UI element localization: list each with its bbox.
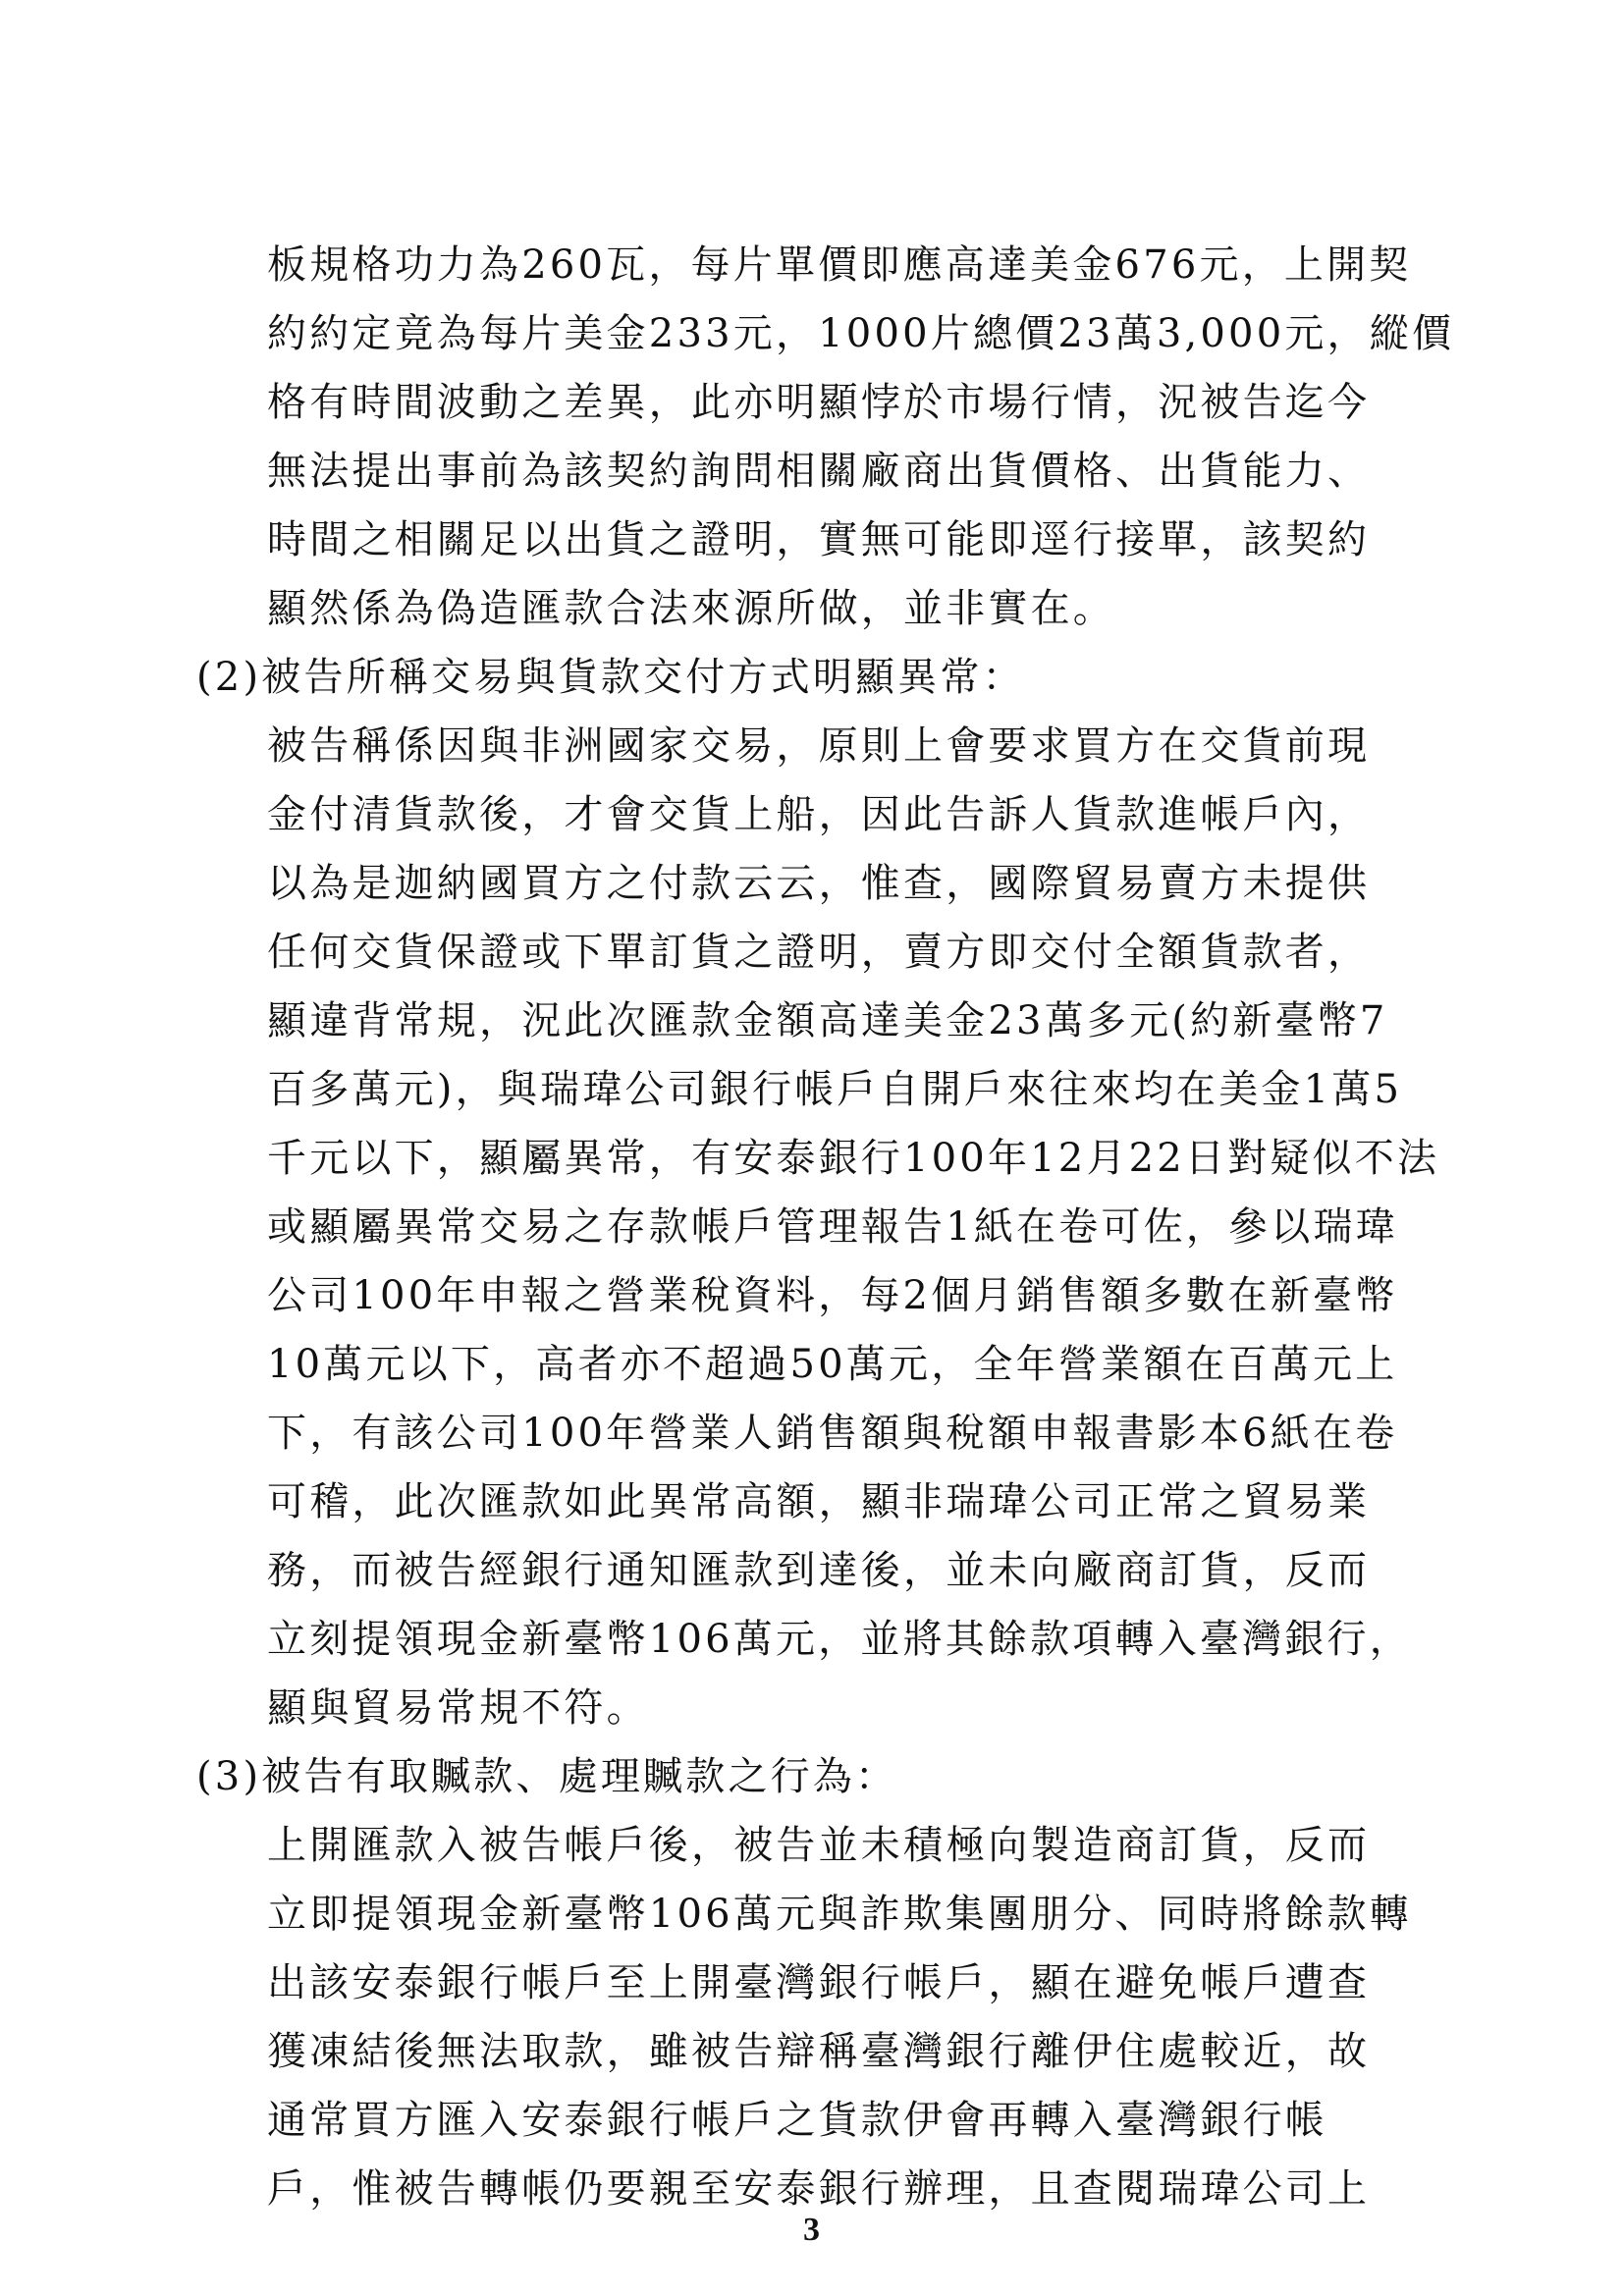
paragraph-line: 務，而被告經銀行通知匯款到達後，並未向廠商訂貨，反而 (267, 1548, 1371, 1593)
paragraph-line: 出該安泰銀行帳戶至上開臺灣銀行帳戶，顯在避免帳戶遭查 (267, 1960, 1371, 2005)
paragraph-line: 格有時間波動之差異，此亦明顯悖於市場行情，況被告迄今 (267, 380, 1371, 425)
paragraph-line: 以為是迦納國買方之付款云云，惟查，國際貿易賣方未提供 (267, 861, 1371, 906)
paragraph-line: 時間之相關足以出貨之證明，實無可能即逕行接單，該契約 (267, 517, 1371, 562)
paragraph-line: 10萬元以下，高者亦不超過50萬元，全年營業額在百萬元上 (267, 1342, 1398, 1387)
paragraph-line: 千元以下，顯屬異常，有安泰銀行100年12月22日對疑似不法 (267, 1136, 1440, 1181)
paragraph-line: 板規格功力為260瓦，每片單價即應高達美金676元，上開契 (267, 242, 1412, 288)
paragraph-line: 約約定竟為每片美金233元，1000片總價23萬3,000元，縱價 (267, 311, 1455, 356)
paragraph-line: 顯然係為偽造匯款合法來源所做，並非實在。 (267, 586, 1115, 631)
paragraph-line: 上開匯款入被告帳戶後，被告並未積極向製造商訂貨，反而 (267, 1823, 1371, 1868)
paragraph-line: 可稽，此次匯款如此異常高額，顯非瑞瑋公司正常之貿易業 (267, 1479, 1371, 1524)
section-heading: (2)被告所稱交易與貨款交付方式明顯異常： (196, 655, 1025, 700)
paragraph-line: 下，有該公司100年營業人銷售額與稅額申報書影本6紙在卷 (267, 1411, 1398, 1456)
paragraph-line: 被告稱係因與非洲國家交易，原則上會要求買方在交貨前現 (267, 723, 1371, 769)
page-number: 3 (803, 2212, 820, 2248)
paragraph-line: 任何交貨保證或下單訂貨之證明，賣方即交付全額貨款者， (267, 930, 1371, 975)
paragraph-line: 公司100年申報之營業稅資料，每2個月銷售額多數在新臺幣 (267, 1273, 1398, 1318)
section-heading: (3)被告有取贓款、處理贓款之行為： (196, 1754, 898, 1799)
paragraph-line: 或顯屬異常交易之存款帳戶管理報告1紙在卷可佐，參以瑞瑋 (267, 1204, 1398, 1250)
paragraph-line: 無法提出事前為該契約詢問相關廠商出貨價格、出貨能力、 (267, 449, 1371, 494)
paragraph-line: 立即提領現金新臺幣106萬元與詐欺集團朋分、同時將餘款轉 (267, 1892, 1412, 1937)
paragraph-line: 顯違背常規，況此次匯款金額高達美金23萬多元(約新臺幣7 (267, 998, 1388, 1043)
paragraph-line: 金付清貨款後，才會交貨上船，因此告訴人貨款進帳戶內， (267, 792, 1371, 837)
paragraph-line: 通常買方匯入安泰銀行帳戶之貨款伊會再轉入臺灣銀行帳 (267, 2098, 1327, 2143)
paragraph-line: 百多萬元)，與瑞瑋公司銀行帳戶自開戶來往來均在美金1萬5 (267, 1067, 1403, 1112)
paragraph-line: 顯與貿易常規不符。 (267, 1685, 649, 1731)
paragraph-line: 戶，惟被告轉帳仍要親至安泰銀行辦理，且查閱瑞瑋公司上 (267, 2166, 1371, 2212)
paragraph-line: 立刻提領現金新臺幣106萬元，並將其餘款項轉入臺灣銀行， (267, 1617, 1412, 1662)
paragraph-line: 獲凍結後無法取款，雖被告辯稱臺灣銀行離伊住處較近，故 (267, 2029, 1371, 2074)
